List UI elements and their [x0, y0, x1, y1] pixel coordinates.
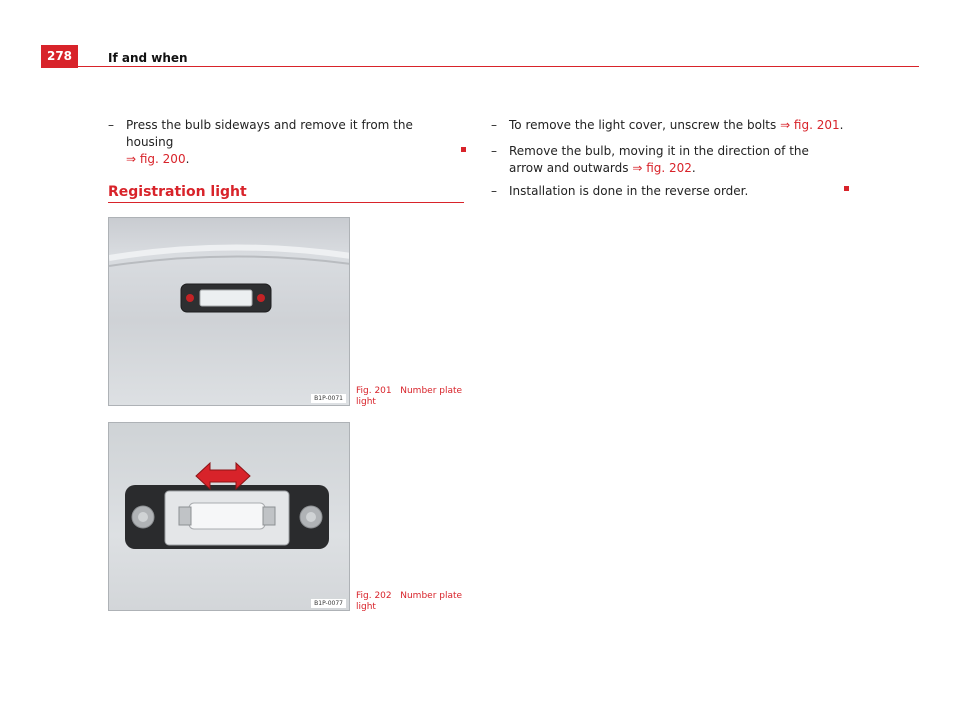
figure-202-image: [108, 422, 350, 611]
step-text: [509, 183, 859, 200]
right-step-1: [491, 117, 861, 137]
figure-201-image: [108, 217, 350, 406]
step-text: [509, 143, 834, 177]
caption-text: Number plate light: [356, 386, 463, 407]
step-dash: –: [108, 118, 114, 132]
section-title: Registration light: [108, 184, 247, 200]
caption-text: Number plate light: [356, 591, 463, 612]
figure-201-caption: [356, 386, 466, 408]
figure-reference-link[interactable]: ⇒ fig. 201: [780, 118, 840, 132]
figure-reference-link[interactable]: ⇒ fig. 200: [126, 152, 186, 166]
page-number: 278: [46, 49, 73, 63]
figure-reference-link[interactable]: ⇒ fig. 202: [632, 161, 692, 175]
figure-code: B1P-0071: [311, 394, 346, 403]
step-body: Installation is done in the reverse order.: [509, 184, 749, 198]
step-text: [509, 117, 859, 134]
section-rule: [108, 202, 464, 203]
right-step-2: [491, 143, 861, 179]
step-dash: –: [491, 144, 497, 158]
step-body: To remove the light cover, unscrew the bolts: [509, 118, 781, 132]
figure-code: B1P-0077: [311, 599, 346, 608]
right-step-3: [491, 183, 861, 203]
step-body: Remove the bulb, moving it in the direction of the arrow and outwards: [509, 144, 809, 175]
section-end-mark: [844, 186, 849, 191]
page-header-title: If and when: [108, 51, 188, 65]
caption-label: Fig. 202: [356, 591, 392, 601]
number-plate-bulb-photo: [109, 423, 350, 611]
step-dash: –: [491, 184, 497, 198]
step-suffix: .: [839, 118, 844, 132]
caption-label: Fig. 201: [356, 386, 392, 396]
figure-202-caption: [356, 591, 466, 613]
step-dash: –: [491, 118, 497, 132]
step-text: [126, 117, 456, 168]
step-suffix: .: [185, 152, 190, 166]
step-body: Press the bulb sideways and remove it from the housing: [126, 118, 413, 149]
header-rule: [78, 66, 919, 67]
section-end-mark: [461, 147, 466, 152]
number-plate-light-photo: [109, 218, 350, 406]
step-suffix: .: [691, 161, 696, 175]
left-step-1: [108, 117, 468, 166]
